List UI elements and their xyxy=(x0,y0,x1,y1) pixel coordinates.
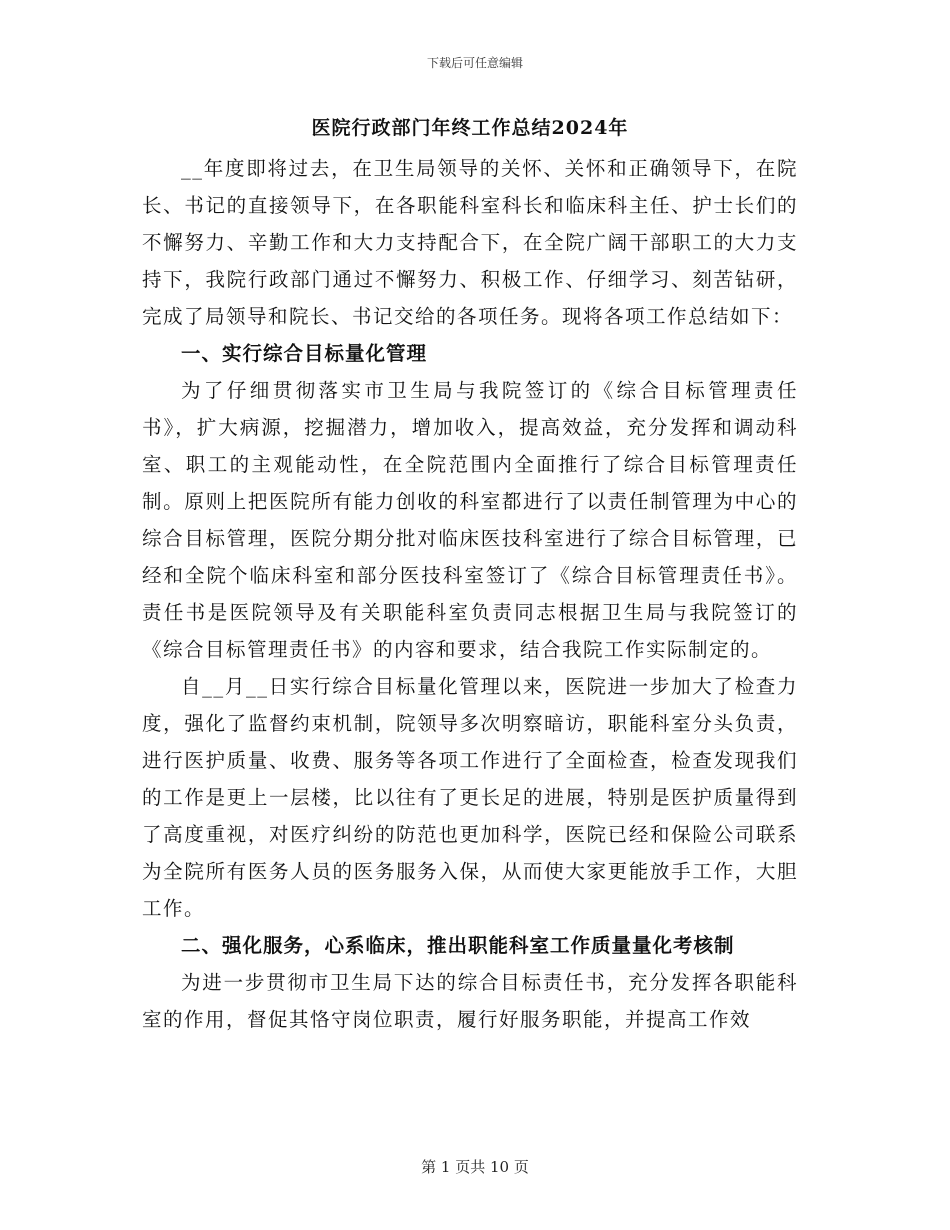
section-2-paragraph-1: 为进一步贯彻市卫生局下达的综合目标责任书，充分发挥各职能科室的作用，督促其恪守岗位职责，履行好服务职能，并提高工作效 xyxy=(142,971,798,1031)
document-body xyxy=(142,112,798,1038)
document-title: 医院行政部门年终工作总结2024年 xyxy=(311,117,629,139)
section-heading-2: 二、强化服务，心系临床，推出职能科室工作质量量化考核制 xyxy=(181,934,735,957)
section-heading-1: 一、实行综合目标量化管理 xyxy=(181,342,428,365)
header-note: 下载后可任意编辑 xyxy=(426,56,523,70)
intro-paragraph: __年度即将过去，在卫生局领导的关怀、关怀和正确领导下，在院长、书记的直接领导下，在各职能科室科长和临床科主任、护士长们的不懈努力、辛勤工作和大力支持配合下，在全院广阔干部职工的大力支持下，我院行政部门通过不懈努力、积极工作、仔细学习、刻苦钻研，完成了局领导和院长、书记交给的各项任务。现将各项工作总结如下： xyxy=(142,157,798,328)
page-number-footer: 第 1 页共 10 页 xyxy=(421,1158,529,1176)
section-1-paragraph-2: 自__月__日实行综合目标量化管理以来，医院进一步加大了检查力度，强化了监督约束机制，院领导多次明察暗访，职能科室分头负责，进行医护质量、收费、服务等各项工作进行了全面检查，检查发现我们的工作是更上一层楼，比以往有了更长足的进展，特别是医护质量得到了高度重视，对医疗纠纷的防范也更加科学，医院已经和保险公司联系为全院所有医务人员的医务服务入保，从而使大家更能放手工作，大胆工作。 xyxy=(142,675,798,920)
section-1-paragraph-1: 为了仔细贯彻落实市卫生局与我院签订的《综合目标管理责任书》，扩大病源，挖掘潜力，增加收入，提高效益，充分发挥和调动科室、职工的主观能动性，在全院范围内全面推行了综合目标管理责任制。原则上把医院所有能力创收的科室都进行了以责任制管理为中心的综合目标管理，医院分期分批对临床医技科室进行了综合目标管理，已经和全院个临床科室和部分医技科室签订了《综合目标管理责任书》。责任书是医院领导及有关职能科室负责同志根据卫生局与我院签订的《综合目标管理责任书》的内容和要求，结合我院工作实际制定的。 xyxy=(142,379,798,661)
